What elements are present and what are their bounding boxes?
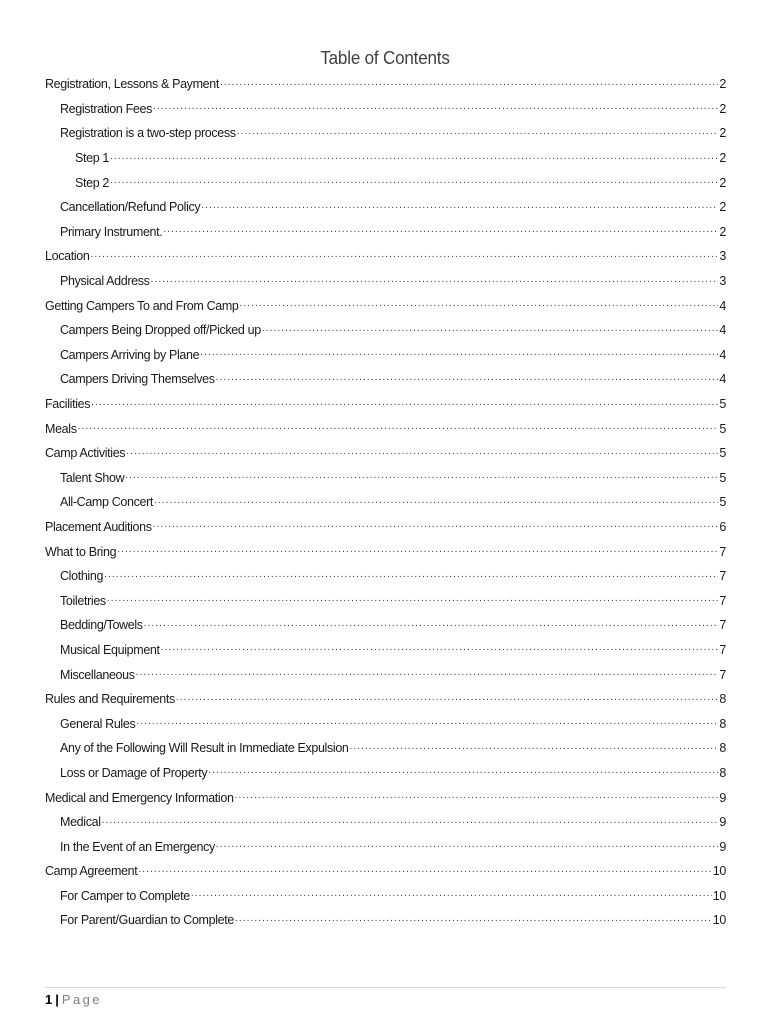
toc-entry-title[interactable]: Placement Auditions bbox=[45, 519, 152, 534]
toc-dot-leader bbox=[235, 790, 719, 801]
toc-dot-leader bbox=[240, 298, 719, 309]
toc-entry-page-number[interactable]: 7 bbox=[719, 618, 726, 633]
toc-entry[interactable] bbox=[45, 72, 726, 97]
toc-entry-title[interactable]: Primary Instrument. bbox=[60, 224, 163, 239]
toc-entry-page-number[interactable]: 7 bbox=[719, 569, 726, 584]
toc-dot-leader bbox=[138, 864, 711, 875]
toc-entry-page-number[interactable]: 2 bbox=[719, 77, 726, 92]
toc-entry[interactable] bbox=[45, 441, 726, 466]
toc-entry-title[interactable]: Getting Campers To and From Camp bbox=[45, 298, 239, 313]
toc-entry[interactable] bbox=[45, 736, 726, 761]
toc-dot-leader bbox=[78, 421, 719, 432]
toc-entry[interactable] bbox=[45, 269, 726, 294]
toc-dot-leader bbox=[161, 642, 719, 653]
toc-entry-title[interactable]: Medical and Emergency Information bbox=[45, 790, 234, 805]
toc-dot-leader bbox=[110, 151, 718, 162]
toc-entry-title[interactable]: Any of the Following Will Result in Immediate Expulsion bbox=[60, 741, 349, 756]
toc-dot-leader bbox=[235, 913, 712, 924]
toc-dot-leader bbox=[125, 470, 718, 481]
table-of-contents bbox=[45, 72, 726, 933]
toc-entry-title[interactable]: Step 2 bbox=[75, 175, 110, 190]
toc-entry[interactable] bbox=[45, 343, 726, 368]
toc-dot-leader bbox=[154, 495, 718, 506]
toc-entry[interactable] bbox=[45, 834, 726, 859]
toc-entry[interactable] bbox=[45, 392, 726, 417]
toc-dot-leader bbox=[136, 667, 719, 678]
toc-entry[interactable] bbox=[45, 711, 726, 736]
toc-dot-leader bbox=[102, 815, 719, 826]
toc-entry-title[interactable]: Miscellaneous bbox=[60, 667, 135, 682]
toc-entry-page-number[interactable]: 2 bbox=[719, 200, 726, 215]
toc-entry[interactable] bbox=[45, 466, 726, 491]
toc-dot-leader bbox=[126, 446, 718, 457]
toc-entry-title[interactable]: Rules and Requirements bbox=[45, 692, 175, 707]
toc-entry-page-number[interactable]: 8 bbox=[719, 692, 726, 707]
toc-dot-leader bbox=[136, 716, 718, 727]
toc-entry[interactable] bbox=[45, 884, 726, 909]
toc-entry-title[interactable]: For Parent/Guardian to Complete bbox=[60, 913, 234, 928]
toc-entry[interactable] bbox=[45, 195, 726, 220]
toc-entry[interactable] bbox=[45, 146, 726, 171]
toc-entry[interactable] bbox=[45, 761, 726, 786]
toc-entry[interactable] bbox=[45, 662, 726, 687]
toc-entry-page-number[interactable]: 10 bbox=[712, 888, 726, 903]
toc-entry-title[interactable]: For Camper to Complete bbox=[60, 888, 190, 903]
toc-entry-page-number[interactable]: 10 bbox=[712, 913, 726, 928]
toc-entry[interactable] bbox=[45, 613, 726, 638]
footer-separator: | bbox=[55, 992, 59, 1007]
toc-entry-page-number[interactable]: 2 bbox=[719, 224, 726, 239]
toc-entry-page-number[interactable]: 2 bbox=[719, 151, 726, 166]
toc-dot-leader bbox=[151, 274, 719, 285]
toc-entry[interactable] bbox=[45, 564, 726, 589]
toc-entry-page-number[interactable]: 9 bbox=[719, 790, 726, 805]
toc-dot-leader bbox=[200, 347, 718, 358]
toc-entry-page-number[interactable]: 4 bbox=[719, 298, 726, 313]
toc-dot-leader bbox=[153, 519, 719, 530]
toc-entry-title[interactable]: Campers Arriving by Plane bbox=[60, 347, 200, 362]
toc-entry-title[interactable]: Loss or Damage of Property bbox=[60, 765, 208, 780]
toc-dot-leader bbox=[163, 224, 718, 235]
toc-entry[interactable] bbox=[45, 293, 726, 318]
toc-dot-leader bbox=[208, 765, 718, 776]
toc-entry[interactable] bbox=[45, 97, 726, 122]
toc-entry-page-number[interactable]: 9 bbox=[719, 815, 726, 830]
toc-entry-title[interactable]: Toiletries bbox=[60, 593, 106, 608]
toc-entry[interactable] bbox=[45, 121, 726, 146]
toc-dot-leader bbox=[237, 126, 719, 137]
toc-entry-page-number[interactable]: 3 bbox=[719, 249, 726, 264]
toc-entry[interactable] bbox=[45, 170, 726, 195]
toc-entry-page-number[interactable]: 2 bbox=[719, 126, 726, 141]
toc-entry-title[interactable]: Physical Address bbox=[60, 274, 150, 289]
toc-entry[interactable] bbox=[45, 859, 726, 884]
toc-entry-title[interactable]: Camp Agreement bbox=[45, 864, 138, 879]
toc-entry-page-number[interactable]: 3 bbox=[719, 274, 726, 289]
toc-dot-leader bbox=[216, 372, 719, 383]
toc-entry-title[interactable]: General Rules bbox=[60, 716, 136, 731]
toc-entry[interactable] bbox=[45, 588, 726, 613]
toc-entry-page-number[interactable]: 4 bbox=[719, 347, 726, 362]
toc-entry-page-number[interactable]: 5 bbox=[719, 495, 726, 510]
toc-entry-page-number[interactable]: 8 bbox=[719, 765, 726, 780]
toc-entry-page-number[interactable]: 7 bbox=[719, 667, 726, 682]
toc-entry-title[interactable]: Registration is a two-step process bbox=[60, 126, 236, 141]
footer-page-label: Page bbox=[61, 992, 102, 1007]
toc-entry-page-number[interactable]: 9 bbox=[719, 839, 726, 854]
toc-entry[interactable] bbox=[45, 244, 726, 269]
toc-entry-title[interactable]: What to Bring bbox=[45, 544, 117, 559]
toc-entry-title[interactable]: Medical bbox=[60, 815, 101, 830]
toc-dot-leader bbox=[90, 249, 718, 260]
toc-entry-page-number[interactable]: 5 bbox=[719, 397, 726, 412]
toc-entry-page-number[interactable]: 7 bbox=[719, 642, 726, 657]
toc-dot-leader bbox=[117, 544, 718, 555]
toc-entry-title[interactable]: Registration Fees bbox=[60, 101, 153, 116]
toc-entry-page-number[interactable]: 7 bbox=[719, 544, 726, 559]
toc-entry[interactable] bbox=[45, 810, 726, 835]
toc-entry-title[interactable]: Location bbox=[45, 249, 90, 264]
toc-entry-page-number[interactable]: 4 bbox=[719, 372, 726, 387]
toc-entry-page-number[interactable]: 8 bbox=[719, 741, 726, 756]
toc-dot-leader bbox=[350, 741, 719, 752]
toc-entry-page-number[interactable]: 2 bbox=[719, 101, 726, 116]
toc-dot-leader bbox=[176, 692, 719, 703]
footer-page-number: 1 bbox=[45, 992, 53, 1007]
toc-entry[interactable] bbox=[45, 318, 726, 343]
toc-entry-title[interactable]: Bedding/Towels bbox=[60, 618, 143, 633]
toc-dot-leader bbox=[110, 175, 718, 186]
toc-entry-title[interactable]: Cancellation/Refund Policy bbox=[60, 200, 201, 215]
toc-title: Table of Contents bbox=[320, 47, 450, 68]
toc-entry-title[interactable]: Campers Being Dropped off/Picked up bbox=[60, 323, 261, 338]
page-footer bbox=[45, 987, 726, 1007]
toc-entry-page-number[interactable]: 5 bbox=[719, 446, 726, 461]
toc-entry[interactable] bbox=[45, 908, 726, 933]
toc-entry-title[interactable]: Campers Driving Themselves bbox=[60, 372, 215, 387]
toc-dot-leader bbox=[107, 593, 719, 604]
toc-entry-title[interactable]: Musical Equipment bbox=[60, 642, 160, 657]
toc-entry[interactable] bbox=[45, 539, 726, 564]
toc-dot-leader bbox=[201, 200, 718, 211]
toc-entry[interactable] bbox=[45, 515, 726, 540]
toc-entry-page-number[interactable]: 5 bbox=[719, 421, 726, 436]
toc-dot-leader bbox=[91, 397, 718, 408]
toc-entry[interactable] bbox=[45, 687, 726, 712]
toc-entry-title[interactable]: Meals bbox=[45, 421, 77, 436]
toc-entry-title[interactable]: Registration, Lessons & Payment bbox=[45, 77, 219, 92]
toc-entry[interactable] bbox=[45, 785, 726, 810]
toc-entry-title[interactable]: Camp Activities bbox=[45, 446, 126, 461]
toc-entry[interactable] bbox=[45, 416, 726, 441]
toc-entry-title[interactable]: Clothing bbox=[60, 569, 104, 584]
toc-dot-leader bbox=[104, 569, 718, 580]
toc-dot-leader bbox=[144, 618, 719, 629]
toc-entry-page-number[interactable]: 7 bbox=[719, 593, 726, 608]
toc-entry-page-number[interactable]: 5 bbox=[719, 470, 726, 485]
toc-dot-leader bbox=[191, 888, 712, 899]
toc-dot-leader bbox=[153, 101, 718, 112]
toc-entry-page-number[interactable]: 6 bbox=[719, 519, 726, 534]
toc-entry[interactable] bbox=[45, 490, 726, 515]
toc-dot-leader bbox=[216, 839, 719, 850]
toc-entry-title[interactable]: All-Camp Concert bbox=[60, 495, 154, 510]
toc-entry[interactable] bbox=[45, 367, 726, 392]
toc-entry[interactable] bbox=[45, 638, 726, 663]
toc-entry-title[interactable]: Talent Show bbox=[60, 470, 125, 485]
toc-entry-page-number[interactable]: 8 bbox=[719, 716, 726, 731]
toc-entry-page-number[interactable]: 4 bbox=[719, 323, 726, 338]
toc-dot-leader bbox=[220, 77, 718, 88]
toc-dot-leader bbox=[262, 323, 719, 334]
toc-entry-page-number[interactable]: 2 bbox=[719, 175, 726, 190]
toc-entry[interactable] bbox=[45, 220, 726, 245]
toc-entry-page-number[interactable]: 10 bbox=[712, 864, 726, 879]
toc-entry-title[interactable]: Facilities bbox=[45, 397, 91, 412]
toc-entry-title[interactable]: Step 1 bbox=[75, 151, 110, 166]
toc-entry-title[interactable]: In the Event of an Emergency bbox=[60, 839, 215, 854]
